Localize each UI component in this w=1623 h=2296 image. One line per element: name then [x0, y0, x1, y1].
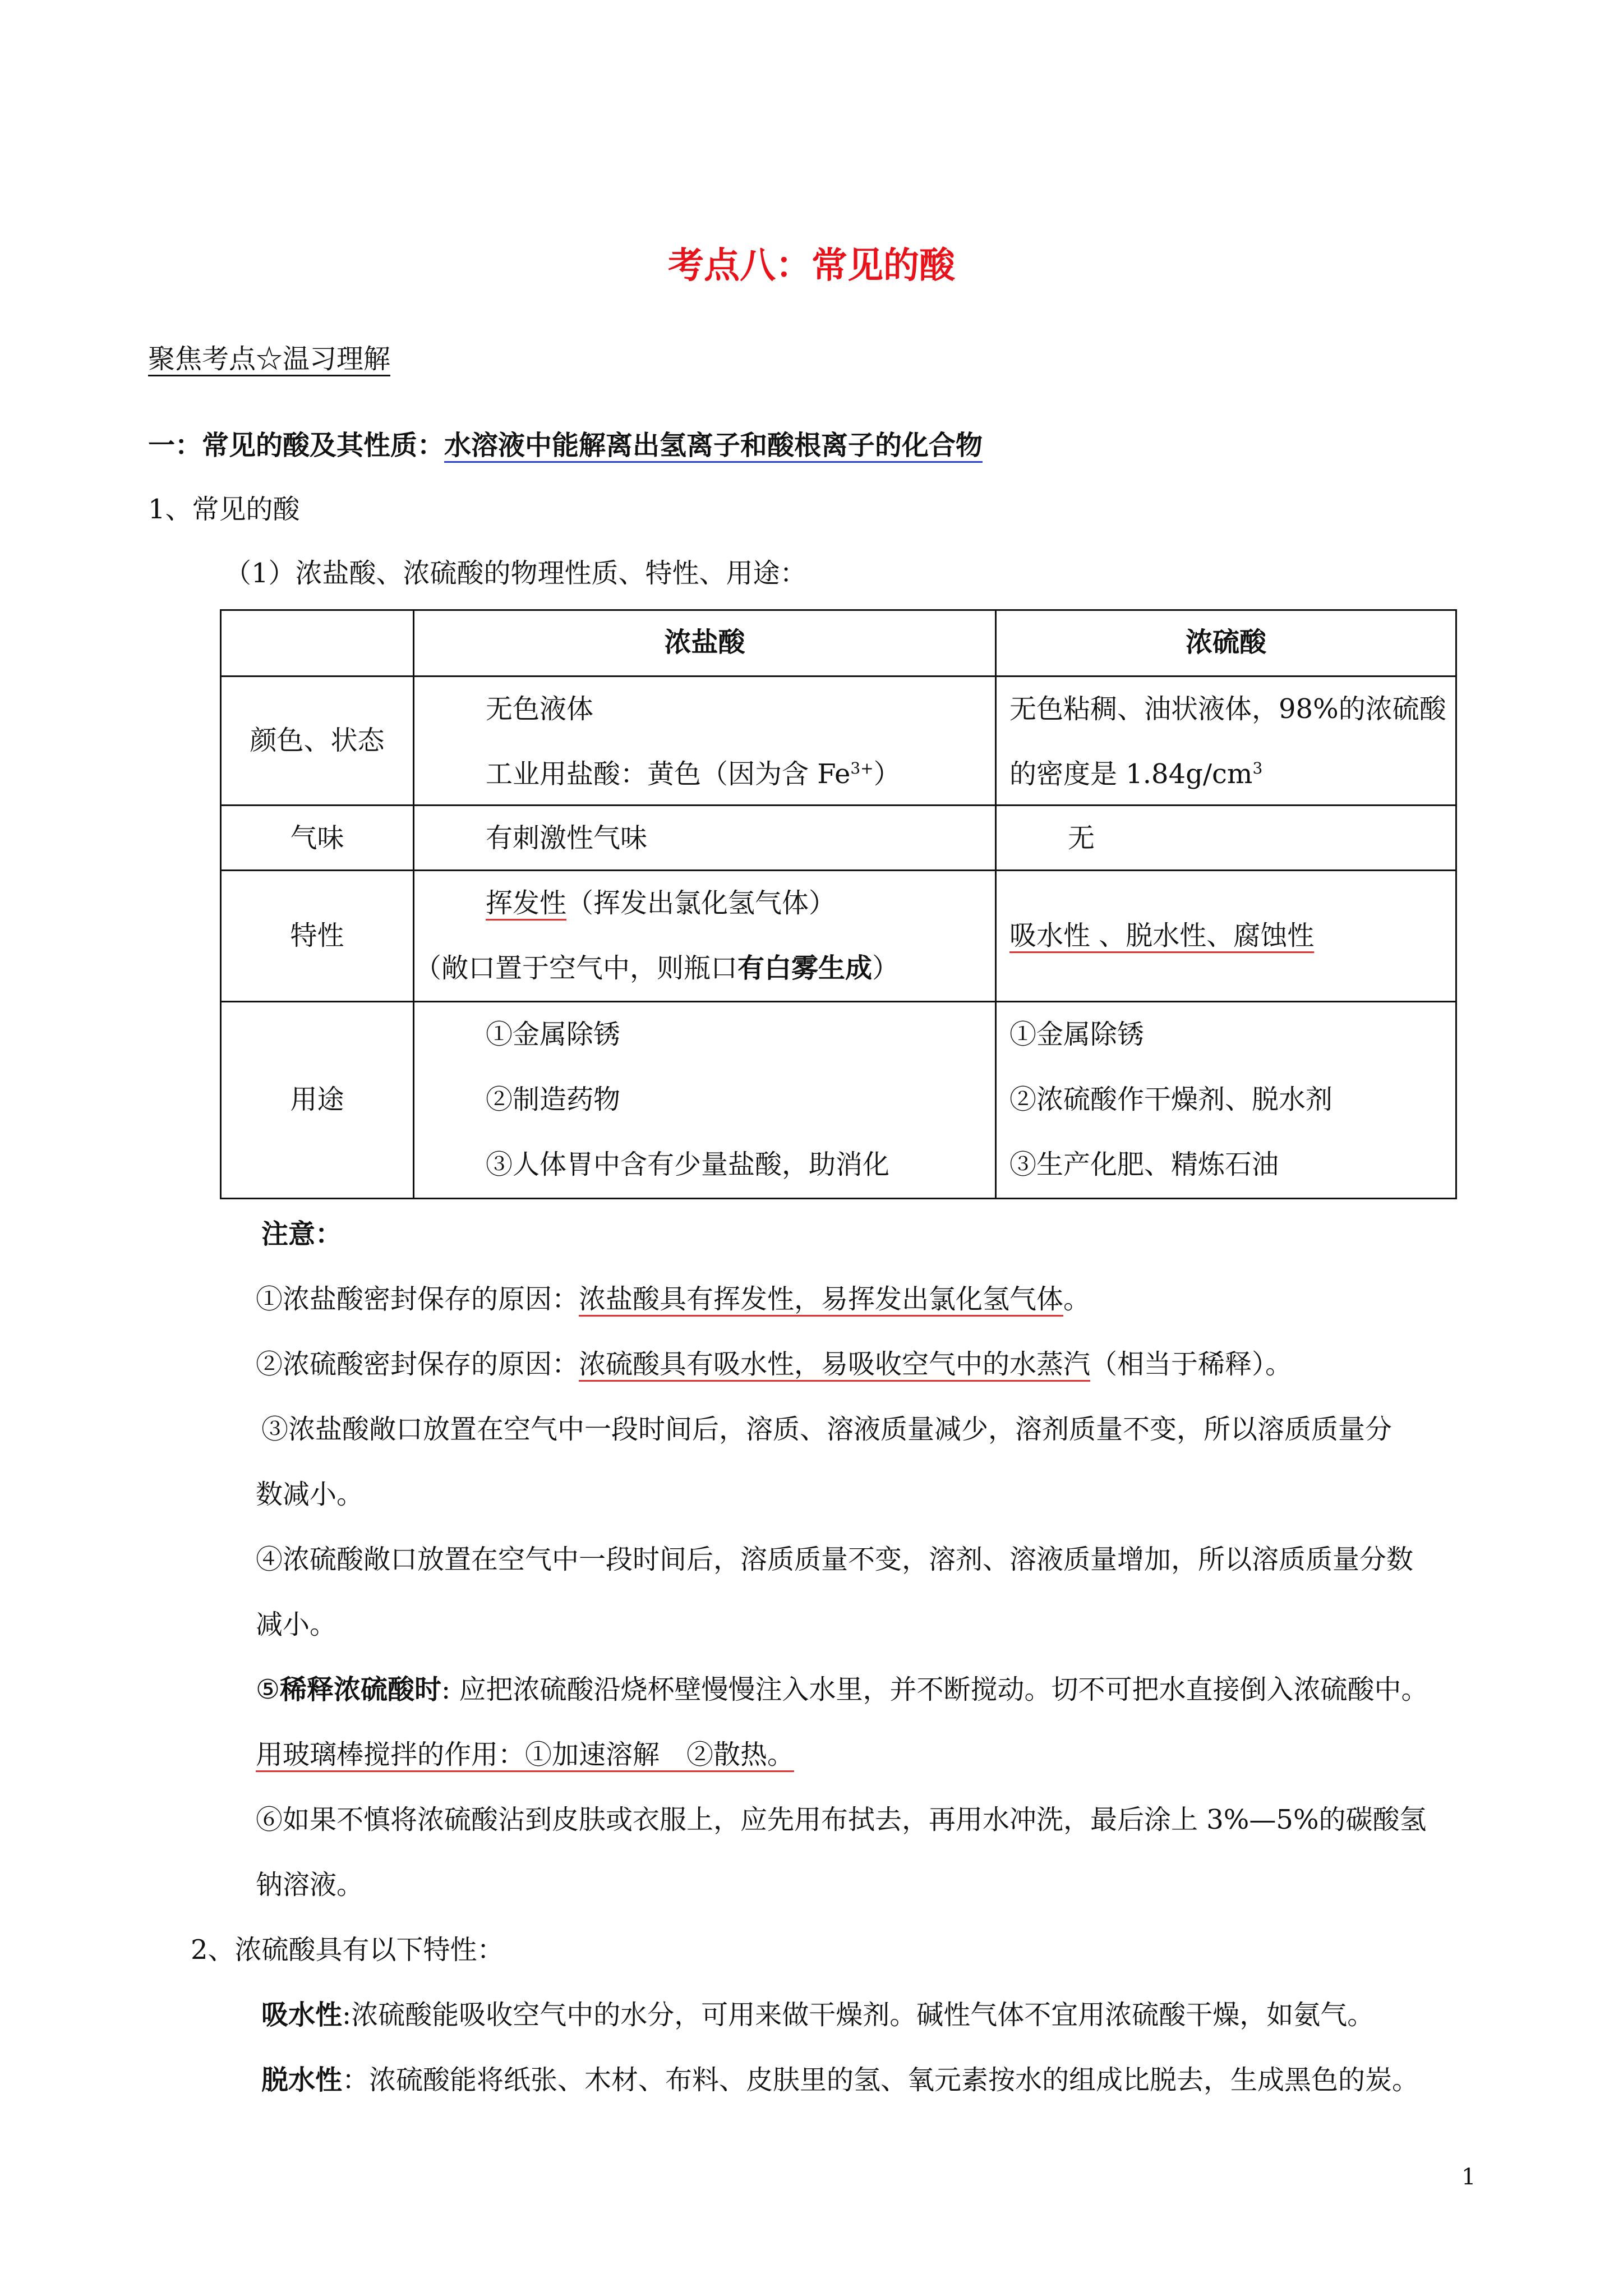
note-3-line1: ③浓盐酸敞口放置在空气中一段时间后，溶质、溶液质量减少，溶剂质量不变，所以溶质质量分: [261, 1414, 1393, 1445]
h2so4-color-line2: 的密度是 $1.84g/cm^3$: [1009, 758, 1263, 790]
table-border-top: [220, 609, 1457, 611]
note-4-line2: 减小。: [256, 1609, 337, 1640]
hcl-property-line1: 挥发性（挥发出氯化氢气体）: [486, 887, 836, 919]
table-border-bottom: [220, 1198, 1457, 1199]
part1-label: 一：常见的酸及其性质：: [148, 430, 445, 461]
table-rule: [220, 675, 1457, 677]
acid-definition: 水溶液中能解离出氢离子和酸根离子的化合物: [444, 430, 983, 461]
hcl-property-line2: （敞口置于空气中，则瓶口有白雾生成）: [414, 953, 900, 984]
sub1-heading: （1）浓盐酸、浓硫酸的物理性质、特性、用途：: [224, 558, 807, 589]
h2so4-use-item: ②浓硫酸作干燥剂、脱水剂: [1009, 1084, 1333, 1115]
page-number: 1: [1461, 2164, 1476, 2190]
part1-heading: [148, 427, 983, 463]
notes-heading: 注意：: [261, 1218, 343, 1250]
table-rule: [220, 1001, 1457, 1002]
note-6-line1: ⑥如果不慎将浓硫酸沾到皮肤或衣服上，应先用布拭去，再用水冲洗，最后涂上 3%—5%的碳酸氢: [256, 1804, 1427, 1835]
row-label-odor: 气味: [290, 822, 344, 854]
note-1: ①浓盐酸密封保存的原因：浓盐酸具有挥发性，易挥发出氯化氢气体。: [256, 1283, 1091, 1315]
acid-properties-table: [220, 609, 1457, 1199]
h2so4-use-item: ①金属除锈: [1009, 1019, 1145, 1050]
item1-heading: 1、常见的酸: [148, 494, 300, 525]
note-2: ②浓硫酸密封保存的原因：浓硫酸具有吸水性，易吸收空气中的水蒸汽（相当于稀释）。: [256, 1349, 1293, 1380]
hcl-color-line1: 无色液体: [486, 693, 594, 725]
header-h2so4: 浓硫酸: [1185, 627, 1266, 658]
prop-dehydration: 脱水性：浓硫酸能将纸张、木材、布料、皮肤里的氢、氧元素按水的组成比脱去，生成黑色的炭。: [261, 2064, 1419, 2096]
item2-heading: 2、浓硫酸具有以下特性：: [191, 1934, 504, 1966]
hcl-use-item: ①金属除锈: [486, 1019, 621, 1050]
hcl-odor: 有刺激性气味: [486, 822, 648, 854]
row-label-color-state: 颜色、状态: [250, 725, 385, 756]
row-label-property: 特性: [290, 920, 344, 951]
table-border-right: [1455, 609, 1457, 1199]
section-heading: 聚焦考点☆温习理解: [148, 343, 391, 375]
header-hcl: 浓盐酸: [664, 627, 745, 658]
prop-water-absorption: 吸水性:浓硫酸能吸收空气中的水分，可用来做干燥剂。碱性气体不宜用浓硫酸干燥，如氨气。: [261, 1999, 1375, 2031]
hcl-use-item: ②制造药物: [486, 1084, 621, 1115]
hcl-use-item: ③人体胃中含有少量盐酸，助消化: [486, 1149, 890, 1180]
note-5-line1: ⑤稀释浓硫酸时: 应把浓硫酸沿烧杯壁慢慢注入水里，并不断搅动。切不可把水直接倒入浓硫酸中。: [256, 1674, 1428, 1705]
table-rule: [220, 869, 1457, 871]
row-label-use: 用途: [290, 1084, 344, 1115]
h2so4-property: 吸水性 、脱水性、腐蚀性: [1009, 920, 1315, 951]
note-3-line2: 数减小。: [256, 1479, 364, 1510]
table-col-divider: [995, 609, 997, 1199]
note-4-line1: ④浓硫酸敞口放置在空气中一段时间后，溶质质量不变，溶剂、溶液质量增加，所以溶质质量分数: [256, 1544, 1414, 1575]
h2so4-color-line1: 无色粘稠、油状液体，98%的浓硫酸: [1009, 693, 1446, 725]
hcl-color-line2: 工业用盐酸：黄色（因为含 $Fe^{3+}$）: [486, 758, 901, 790]
note-6-line2: 钠溶液。: [256, 1869, 364, 1901]
h2so4-use-item: ③生产化肥、精炼石油: [1009, 1149, 1279, 1180]
table-col-divider: [413, 609, 414, 1199]
note-5-line2: 用玻璃棒搅拌的作用：①加速溶解 ②散热。: [256, 1739, 795, 1770]
table-rule: [220, 804, 1457, 806]
page-title: 考点八：常见的酸: [668, 245, 955, 287]
h2so4-odor: 无: [1068, 822, 1095, 854]
